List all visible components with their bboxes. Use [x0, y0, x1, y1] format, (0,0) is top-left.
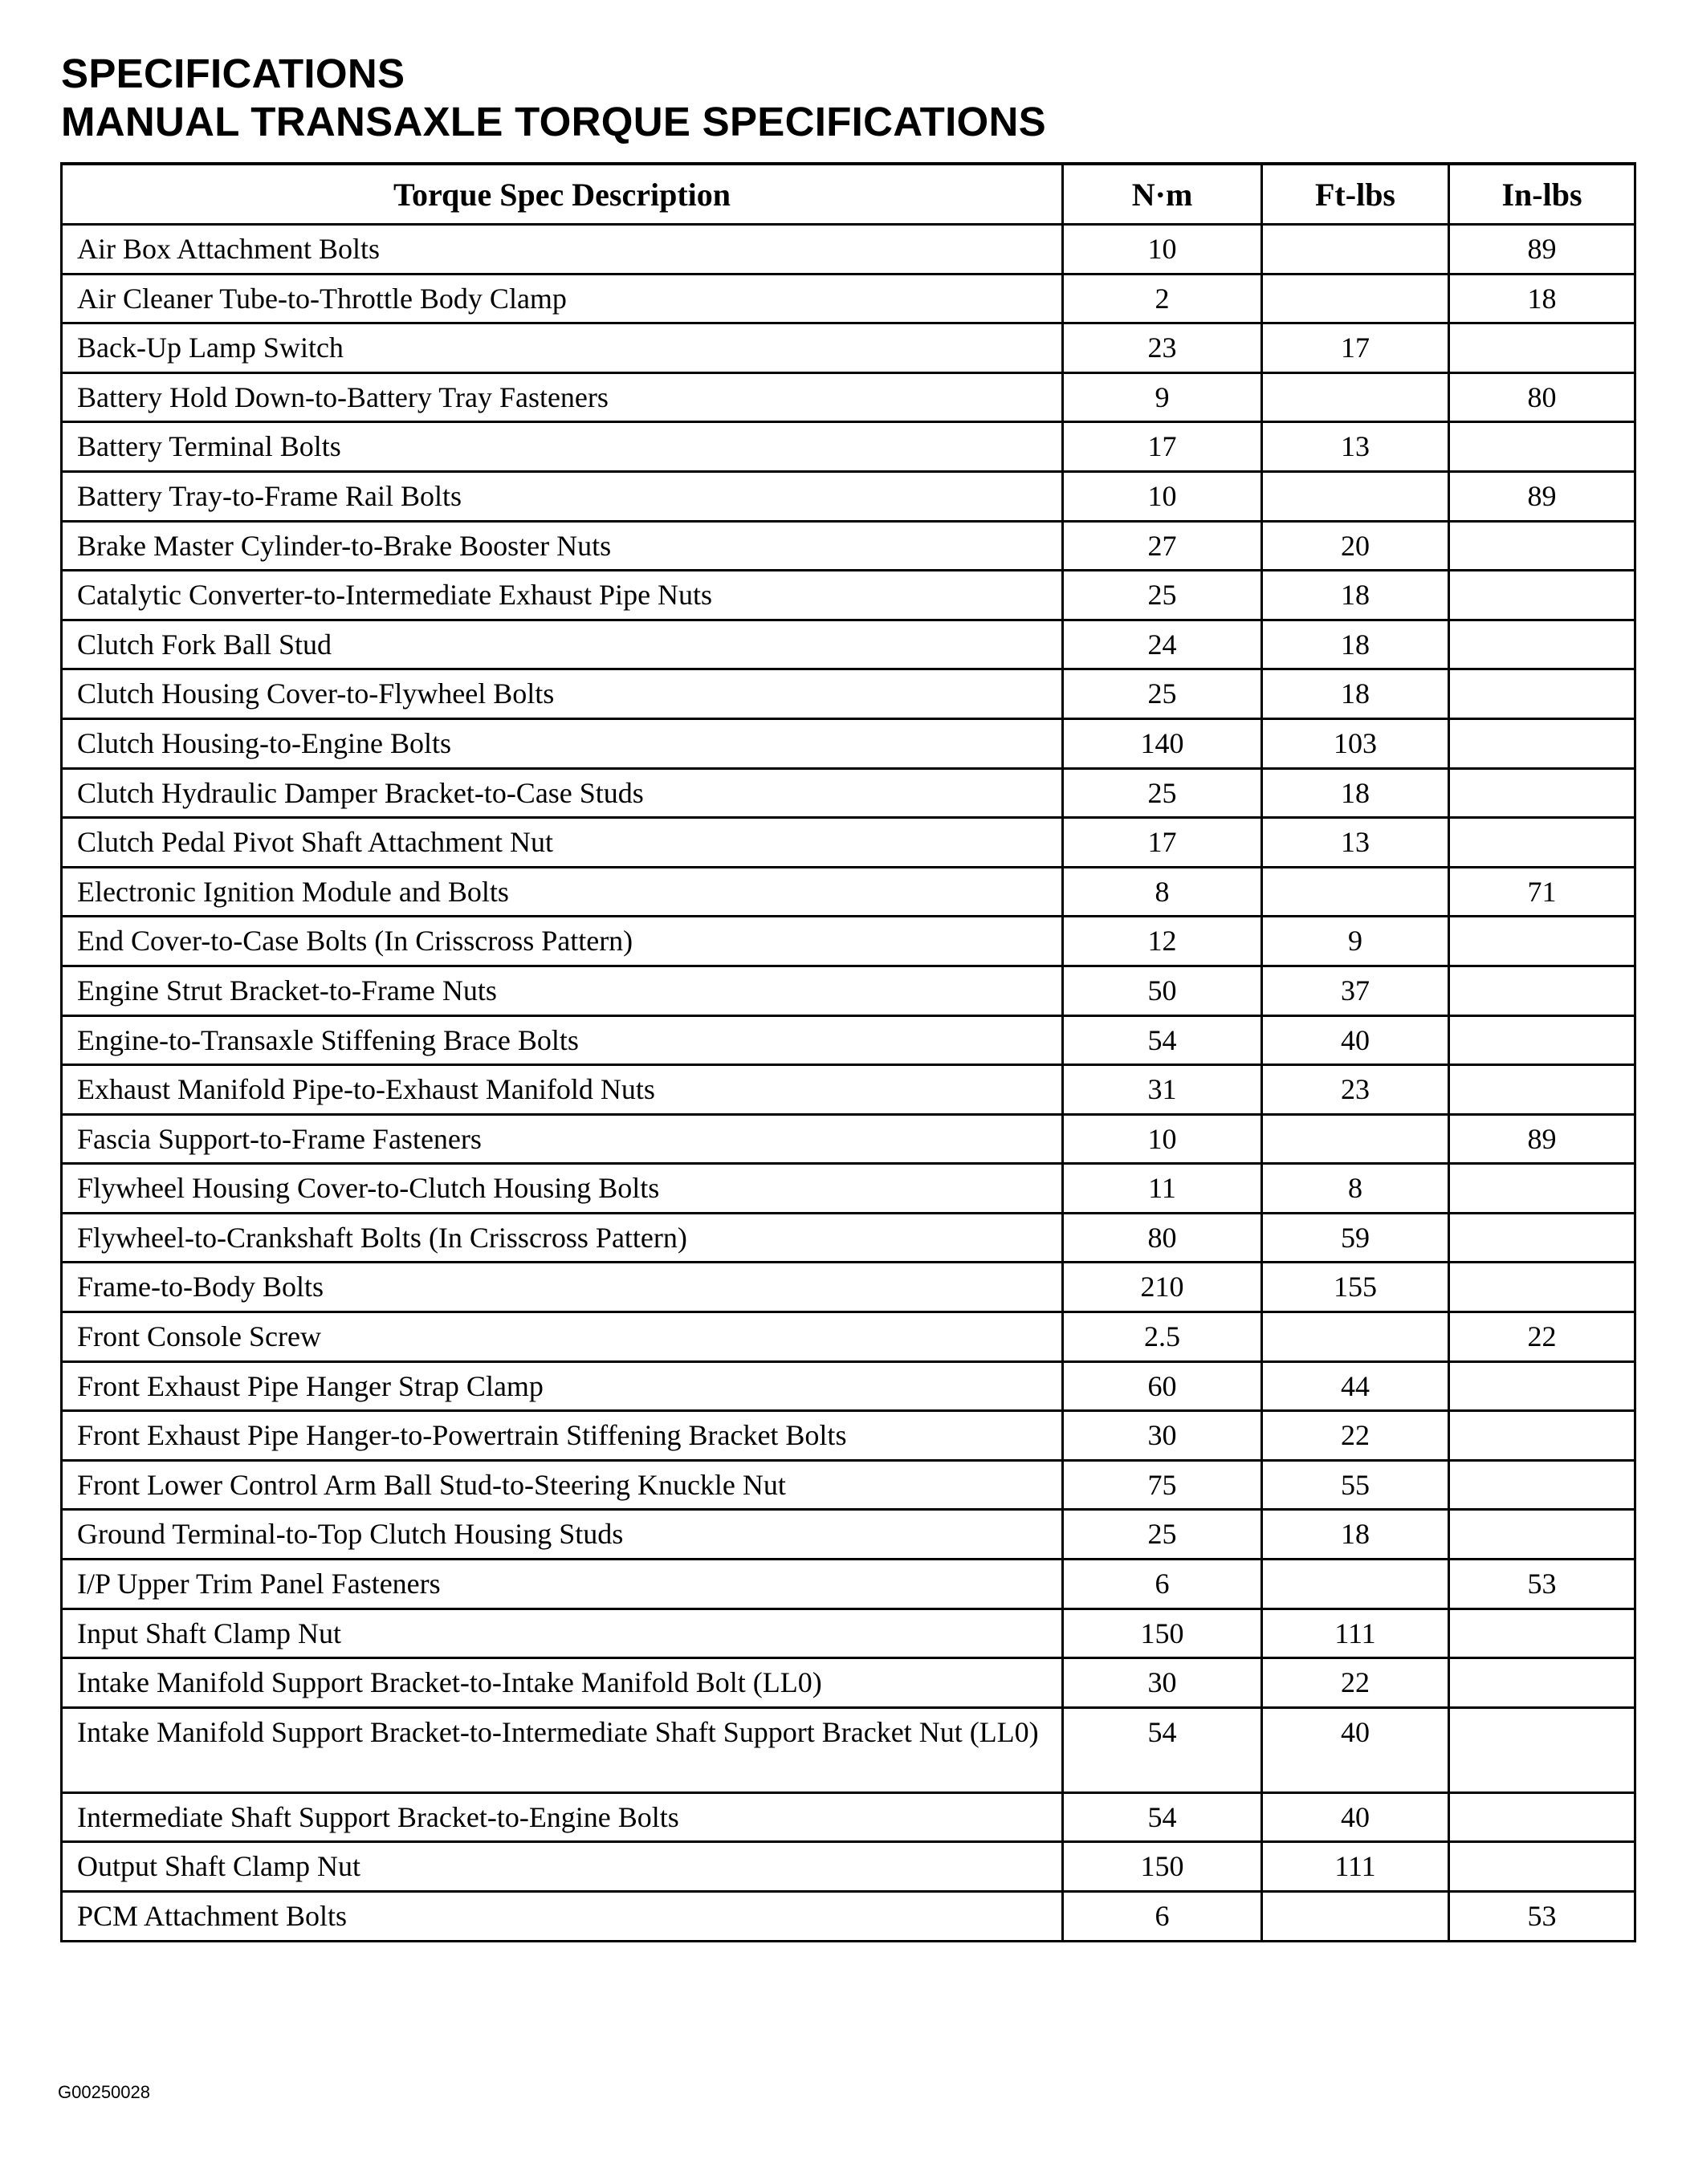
- cell-inlbs: [1449, 1065, 1635, 1115]
- cell-inlbs: 22: [1449, 1312, 1635, 1362]
- cell-nm: 75: [1063, 1460, 1262, 1510]
- cell-nm: 6: [1063, 1892, 1262, 1942]
- cell-description: Intermediate Shaft Support Bracket-to-Engine Bolts: [62, 1792, 1063, 1842]
- table-row: [62, 669, 1635, 719]
- cell-nm: 25: [1063, 571, 1262, 620]
- cell-nm: 27: [1063, 521, 1262, 571]
- cell-description: Battery Terminal Bolts: [62, 422, 1063, 472]
- cell-description: Flywheel Housing Cover-to-Clutch Housing Bolts: [62, 1164, 1063, 1214]
- cell-inlbs: [1449, 669, 1635, 719]
- cell-inlbs: 89: [1449, 1114, 1635, 1164]
- cell-inlbs: [1449, 917, 1635, 966]
- cell-ftlbs: 37: [1262, 966, 1449, 1015]
- cell-nm: 24: [1063, 620, 1262, 669]
- cell-nm: 25: [1063, 669, 1262, 719]
- cell-description: Electronic Ignition Module and Bolts: [62, 867, 1063, 917]
- cell-ftlbs: 18: [1262, 571, 1449, 620]
- cell-ftlbs: 23: [1262, 1065, 1449, 1115]
- table-row: [62, 1015, 1635, 1065]
- cell-inlbs: [1449, 1510, 1635, 1560]
- cell-inlbs: 18: [1449, 274, 1635, 323]
- cell-description: Front Exhaust Pipe Hanger-to-Powertrain Stiffening Bracket Bolts: [62, 1411, 1063, 1461]
- cell-nm: 31: [1063, 1065, 1262, 1115]
- cell-ftlbs: 111: [1262, 1609, 1449, 1658]
- cell-nm: 9: [1063, 372, 1262, 422]
- cell-description: Front Exhaust Pipe Hanger Strap Clamp: [62, 1361, 1063, 1411]
- cell-inlbs: [1449, 521, 1635, 571]
- cell-ftlbs: 18: [1262, 669, 1449, 719]
- cell-inlbs: 80: [1449, 372, 1635, 422]
- page-subtitle: MANUAL TRANSAXLE TORQUE SPECIFICATIONS: [61, 99, 1046, 144]
- table-row: [62, 917, 1635, 966]
- cell-description: Back-Up Lamp Switch: [62, 323, 1063, 373]
- cell-nm: 150: [1063, 1609, 1262, 1658]
- table-row: [62, 1065, 1635, 1115]
- cell-description: Front Console Screw: [62, 1312, 1063, 1362]
- cell-description: Clutch Hydraulic Damper Bracket-to-Case Studs: [62, 768, 1063, 818]
- cell-nm: 30: [1063, 1658, 1262, 1708]
- cell-ftlbs: 40: [1262, 1707, 1449, 1792]
- cell-ftlbs: [1262, 1114, 1449, 1164]
- cell-nm: 2.5: [1063, 1312, 1262, 1362]
- table-row: [62, 1460, 1635, 1510]
- cell-description: Clutch Fork Ball Stud: [62, 620, 1063, 669]
- cell-description: Fascia Support-to-Frame Fasteners: [62, 1114, 1063, 1164]
- table-row: [62, 1658, 1635, 1708]
- cell-description: Exhaust Manifold Pipe-to-Exhaust Manifold Nuts: [62, 1065, 1063, 1115]
- cell-inlbs: 53: [1449, 1560, 1635, 1609]
- table-row: [62, 1707, 1635, 1792]
- cell-ftlbs: 13: [1262, 818, 1449, 868]
- column-header-nm: N·m: [1063, 164, 1262, 225]
- cell-ftlbs: [1262, 1560, 1449, 1609]
- cell-nm: 54: [1063, 1707, 1262, 1792]
- table-row: [62, 718, 1635, 768]
- cell-nm: 30: [1063, 1411, 1262, 1461]
- cell-description: Input Shaft Clamp Nut: [62, 1609, 1063, 1658]
- table-row: [62, 1510, 1635, 1560]
- cell-nm: 60: [1063, 1361, 1262, 1411]
- cell-inlbs: [1449, 323, 1635, 373]
- table-row: [62, 274, 1635, 323]
- cell-nm: 23: [1063, 323, 1262, 373]
- cell-ftlbs: 40: [1262, 1792, 1449, 1842]
- cell-ftlbs: 55: [1262, 1460, 1449, 1510]
- cell-description: Output Shaft Clamp Nut: [62, 1842, 1063, 1892]
- cell-description: Brake Master Cylinder-to-Brake Booster Nuts: [62, 521, 1063, 571]
- cell-nm: 210: [1063, 1263, 1262, 1312]
- table-row: [62, 1411, 1635, 1461]
- cell-ftlbs: 103: [1262, 718, 1449, 768]
- cell-description: Air Box Attachment Bolts: [62, 225, 1063, 275]
- cell-ftlbs: 111: [1262, 1842, 1449, 1892]
- cell-ftlbs: [1262, 471, 1449, 521]
- cell-ftlbs: 18: [1262, 768, 1449, 818]
- cell-nm: 17: [1063, 818, 1262, 868]
- cell-description: Front Lower Control Arm Ball Stud-to-Steering Knuckle Nut: [62, 1460, 1063, 1510]
- cell-description: Engine Strut Bracket-to-Frame Nuts: [62, 966, 1063, 1015]
- cell-description: PCM Attachment Bolts: [62, 1892, 1063, 1942]
- cell-nm: 54: [1063, 1792, 1262, 1842]
- table-row: [62, 1312, 1635, 1362]
- cell-ftlbs: [1262, 1312, 1449, 1362]
- cell-description: Frame-to-Body Bolts: [62, 1263, 1063, 1312]
- table-header-row: [62, 164, 1635, 225]
- cell-ftlbs: 9: [1262, 917, 1449, 966]
- cell-description: Battery Tray-to-Frame Rail Bolts: [62, 471, 1063, 521]
- cell-inlbs: 71: [1449, 867, 1635, 917]
- cell-description: End Cover-to-Case Bolts (In Crisscross Pattern): [62, 917, 1063, 966]
- table-row: [62, 867, 1635, 917]
- cell-nm: 8: [1063, 867, 1262, 917]
- cell-inlbs: [1449, 966, 1635, 1015]
- column-header-ftlbs: Ft-lbs: [1262, 164, 1449, 225]
- cell-inlbs: [1449, 768, 1635, 818]
- cell-inlbs: [1449, 1164, 1635, 1214]
- table-row: [62, 818, 1635, 868]
- cell-description: Intake Manifold Support Bracket-to-Intake Manifold Bolt (LL0): [62, 1658, 1063, 1708]
- cell-ftlbs: 40: [1262, 1015, 1449, 1065]
- cell-nm: 2: [1063, 274, 1262, 323]
- cell-inlbs: [1449, 1015, 1635, 1065]
- table-row: [62, 966, 1635, 1015]
- cell-nm: 6: [1063, 1560, 1262, 1609]
- torque-spec-table: [60, 162, 1636, 1942]
- cell-inlbs: [1449, 1609, 1635, 1658]
- cell-ftlbs: [1262, 1892, 1449, 1942]
- cell-ftlbs: [1262, 372, 1449, 422]
- cell-inlbs: 89: [1449, 471, 1635, 521]
- cell-nm: 25: [1063, 1510, 1262, 1560]
- cell-inlbs: [1449, 1411, 1635, 1461]
- cell-ftlbs: 13: [1262, 422, 1449, 472]
- cell-ftlbs: 17: [1262, 323, 1449, 373]
- table-row: [62, 323, 1635, 373]
- cell-description: Catalytic Converter-to-Intermediate Exhaust Pipe Nuts: [62, 571, 1063, 620]
- figure-code: G00250028: [58, 2082, 150, 2102]
- cell-nm: 17: [1063, 422, 1262, 472]
- cell-inlbs: [1449, 1213, 1635, 1263]
- cell-ftlbs: [1262, 867, 1449, 917]
- cell-ftlbs: 59: [1262, 1213, 1449, 1263]
- table-row: [62, 521, 1635, 571]
- cell-ftlbs: 155: [1262, 1263, 1449, 1312]
- cell-description: Engine-to-Transaxle Stiffening Brace Bolts: [62, 1015, 1063, 1065]
- table-row: [62, 1792, 1635, 1842]
- table-row: [62, 768, 1635, 818]
- cell-inlbs: 53: [1449, 1892, 1635, 1942]
- table-row: [62, 1361, 1635, 1411]
- cell-nm: 11: [1063, 1164, 1262, 1214]
- cell-nm: 150: [1063, 1842, 1262, 1892]
- cell-ftlbs: [1262, 274, 1449, 323]
- cell-inlbs: [1449, 718, 1635, 768]
- cell-ftlbs: 44: [1262, 1361, 1449, 1411]
- cell-ftlbs: [1262, 225, 1449, 275]
- cell-nm: 54: [1063, 1015, 1262, 1065]
- table-row: [62, 471, 1635, 521]
- page-header: [61, 50, 1046, 146]
- table-row: [62, 422, 1635, 472]
- cell-inlbs: [1449, 1263, 1635, 1312]
- cell-description: Air Cleaner Tube-to-Throttle Body Clamp: [62, 274, 1063, 323]
- cell-nm: 10: [1063, 471, 1262, 521]
- cell-nm: 25: [1063, 768, 1262, 818]
- column-header-inlbs: In-lbs: [1449, 164, 1635, 225]
- table-row: [62, 225, 1635, 275]
- cell-inlbs: [1449, 571, 1635, 620]
- table-row: [62, 1164, 1635, 1214]
- cell-inlbs: [1449, 1707, 1635, 1792]
- cell-inlbs: [1449, 620, 1635, 669]
- cell-nm: 12: [1063, 917, 1262, 966]
- table-row: [62, 1560, 1635, 1609]
- cell-nm: 50: [1063, 966, 1262, 1015]
- cell-nm: 10: [1063, 225, 1262, 275]
- table-row: [62, 571, 1635, 620]
- cell-ftlbs: 22: [1262, 1411, 1449, 1461]
- column-header-description: Torque Spec Description: [62, 164, 1063, 225]
- table-row: [62, 1263, 1635, 1312]
- cell-inlbs: [1449, 1792, 1635, 1842]
- table-body: [62, 225, 1635, 1942]
- cell-description: I/P Upper Trim Panel Fasteners: [62, 1560, 1063, 1609]
- cell-ftlbs: 20: [1262, 521, 1449, 571]
- page-title: SPECIFICATIONS: [61, 51, 405, 96]
- cell-description: Battery Hold Down-to-Battery Tray Fasteners: [62, 372, 1063, 422]
- cell-ftlbs: 22: [1262, 1658, 1449, 1708]
- cell-description: Flywheel-to-Crankshaft Bolts (In Crisscross Pattern): [62, 1213, 1063, 1263]
- table-row: [62, 620, 1635, 669]
- table-row: [62, 372, 1635, 422]
- cell-nm: 10: [1063, 1114, 1262, 1164]
- cell-description: Clutch Housing-to-Engine Bolts: [62, 718, 1063, 768]
- cell-inlbs: [1449, 1658, 1635, 1708]
- cell-inlbs: [1449, 818, 1635, 868]
- table-row: [62, 1892, 1635, 1942]
- cell-description: Clutch Housing Cover-to-Flywheel Bolts: [62, 669, 1063, 719]
- cell-inlbs: [1449, 422, 1635, 472]
- cell-description: Clutch Pedal Pivot Shaft Attachment Nut: [62, 818, 1063, 868]
- table-row: [62, 1213, 1635, 1263]
- cell-inlbs: [1449, 1361, 1635, 1411]
- cell-inlbs: [1449, 1460, 1635, 1510]
- cell-nm: 80: [1063, 1213, 1262, 1263]
- cell-nm: 140: [1063, 718, 1262, 768]
- cell-inlbs: 89: [1449, 225, 1635, 275]
- cell-ftlbs: 8: [1262, 1164, 1449, 1214]
- cell-ftlbs: 18: [1262, 620, 1449, 669]
- cell-inlbs: [1449, 1842, 1635, 1892]
- cell-ftlbs: 18: [1262, 1510, 1449, 1560]
- cell-description: Intake Manifold Support Bracket-to-Intermediate Shaft Support Bracket Nut (LL0): [62, 1707, 1063, 1792]
- cell-description: Ground Terminal-to-Top Clutch Housing Studs: [62, 1510, 1063, 1560]
- table-row: [62, 1114, 1635, 1164]
- table-row: [62, 1609, 1635, 1658]
- table-row: [62, 1842, 1635, 1892]
